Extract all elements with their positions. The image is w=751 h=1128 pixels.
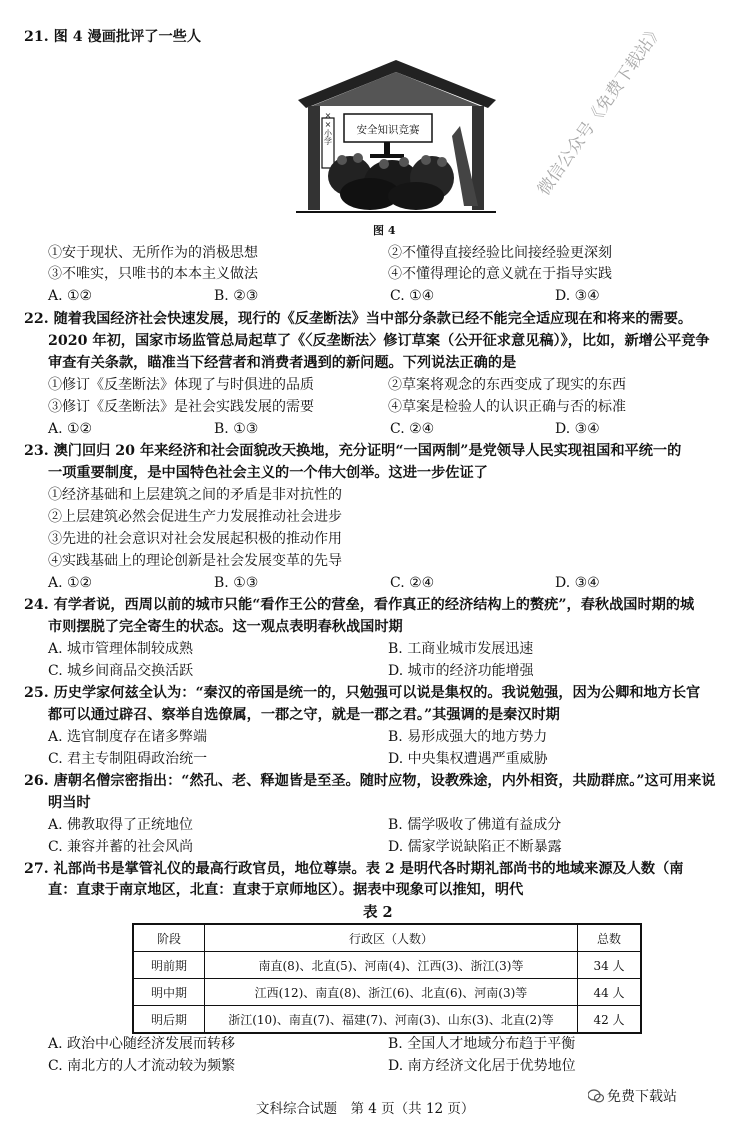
q21-choice-a: A. ①② bbox=[48, 288, 93, 304]
q27-choice-d: D. 南方经济文化居于优势地位 bbox=[388, 1058, 576, 1074]
q21-choice-c: C. ①④ bbox=[390, 288, 435, 304]
page-footer: 文科综合试题 第 4 页（共 12 页） bbox=[256, 1101, 475, 1117]
q22-stem-line-3: 审查有关条款，瞄准当下经营者和消费者遇到的新问题。下列说法正确的是 bbox=[48, 355, 517, 371]
q25-choice-b: B. 易形成强大的地方势力 bbox=[388, 729, 548, 745]
table-cell: 明后期 bbox=[133, 1006, 205, 1034]
q24-choice-a: A. 城市管理体制较成熟 bbox=[48, 641, 194, 657]
q25-choice-c: C. 君主专制阻碍政治统一 bbox=[48, 751, 208, 767]
q24-stem-line-1: 24. 有学者说，西周以前的城市只能“看作王公的营垒，看作真正的经济结构上的赘疣”，春秋战国时期的城 bbox=[24, 597, 695, 613]
q23-choice-c: C. ②④ bbox=[390, 575, 435, 591]
q21-option-3: ③不唯实，只唯书的本本主义做法 bbox=[48, 266, 258, 282]
q23-option-3: ③先进的社会意识对社会发展起积极的推动作用 bbox=[48, 531, 342, 547]
table-2 bbox=[132, 923, 642, 1034]
q21-cartoon-figure bbox=[292, 56, 500, 214]
q22-option-4: ④草案是检验人的认识正确与否的标准 bbox=[388, 399, 626, 415]
table-cell: 浙江(10)、南直(7)、福建(7)、河南(3)、山东(3)、北直(2)等 bbox=[205, 1006, 578, 1034]
q26-choice-b: B. 儒学吸收了佛道有益成分 bbox=[388, 817, 562, 833]
q27-stem-line-2: 直：直隶于南京地区，北直：直隶于京师地区）。据表中现象可以推知，明代 bbox=[48, 882, 524, 898]
q22-choice-d: D. ③④ bbox=[555, 421, 600, 437]
q24-choice-d: D. 城市的经济功能增强 bbox=[388, 663, 534, 679]
table-cell: 江西(12)、南直(8)、浙江(6)、北直(6)、河南(3)等 bbox=[205, 979, 578, 1006]
q24-stem-line-2: 市则摆脱了完全寄生的状态。这一观点表明春秋战国时期 bbox=[48, 619, 403, 635]
q22-option-2: ②草案将观念的东西变成了现实的东西 bbox=[388, 377, 626, 393]
q25-stem-line-1: 25. 历史学家何兹全认为：“秦汉的帝国是统一的，只勉强可以说是集权的。我说勉强，因为公卿和地方长官 bbox=[24, 685, 701, 701]
cartoon-board-text: 安全知识竞赛 bbox=[356, 124, 420, 136]
table-row bbox=[133, 952, 641, 979]
wechat-icon bbox=[588, 1089, 604, 1103]
q22-choice-c: C. ②④ bbox=[390, 421, 435, 437]
q22-stem-line-2: 2020 年初，国家市场监管总局起草了《〈反垄断法〉修订草案（公开征求意见稿）》，比如，新增公平竞争 bbox=[48, 333, 710, 349]
q27-choice-c: C. 南北方的人才流动较为频繁 bbox=[48, 1058, 236, 1074]
q25-choice-a: A. 选官制度存在诸多弊端 bbox=[48, 729, 208, 745]
q23-choice-b: B. ①③ bbox=[214, 575, 259, 591]
q21-choice-b: B. ②③ bbox=[214, 288, 259, 304]
q21-choice-d: D. ③④ bbox=[555, 288, 600, 304]
q26-stem-line-2: 明当时 bbox=[48, 795, 91, 811]
q24-choice-c: C. 城乡间商品交换活跃 bbox=[48, 663, 194, 679]
table-cell: 南直(8)、北直(5)、河南(4)、江西(3)、浙江(3)等 bbox=[205, 952, 578, 979]
q21-option-2: ②不懂得直接经验比间接经验更深刻 bbox=[388, 245, 612, 261]
table-cell: 明前期 bbox=[133, 952, 205, 979]
table-cell: 明中期 bbox=[133, 979, 205, 1006]
q22-option-1: ①修订《反垄断法》体现了与时俱进的品质 bbox=[48, 377, 314, 393]
table-header-cell: 阶段 bbox=[133, 924, 205, 952]
q21-stem: 21. 图 4 漫画批评了一些人 bbox=[24, 29, 202, 45]
q25-stem-line-2: 都可以通过辟召、察举自选僚属，一郡之守，就是一郡之君。”其强调的是秦汉时期 bbox=[48, 707, 560, 723]
q22-option-3: ③修订《反垄断法》是社会实践发展的需要 bbox=[48, 399, 314, 415]
q23-stem-line-2: 一项重要制度，是中国特色社会主义的一个伟大创举。这进一步佐证了 bbox=[48, 465, 488, 481]
q22-stem-line-1: 22. 随着我国经济社会快速发展，现行的《反垄断法》当中部分条款已经不能完全适应现在和将来的需要。 bbox=[24, 311, 693, 327]
figure-caption: 图 4 bbox=[373, 224, 396, 237]
q24-choice-b: B. 工商业城市发展迅速 bbox=[388, 641, 534, 657]
q27-stem-line-1: 27. 礼部尚书是掌管礼仪的最高行政官员，地位尊崇。表 2 是明代各时期礼部尚书的地域来源及人数（南 bbox=[24, 861, 684, 877]
q25-choice-d: D. 中央集权遭遇严重威胁 bbox=[388, 751, 548, 767]
table-row bbox=[133, 1006, 641, 1034]
table-row bbox=[133, 979, 641, 1006]
table-title: 表 2 bbox=[363, 904, 393, 921]
q26-choice-d: D. 儒家学说缺陷正不断暴露 bbox=[388, 839, 562, 855]
q22-choice-b: B. ①③ bbox=[214, 421, 259, 437]
table-cell: 34 人 bbox=[578, 952, 642, 979]
q23-option-1: ①经济基础和上层建筑之间的矛盾是非对抗性的 bbox=[48, 487, 342, 503]
q27-choice-a: A. 政治中心随经济发展而转移 bbox=[48, 1036, 236, 1052]
table-cell: 42 人 bbox=[578, 1006, 642, 1034]
q23-choice-a: A. ①② bbox=[48, 575, 93, 591]
table-header-cell: 总数 bbox=[578, 924, 642, 952]
cartoon-side-sign-text: ××小学 bbox=[323, 111, 333, 145]
q23-option-4: ④实践基础上的理论创新是社会发展变革的先导 bbox=[48, 553, 342, 569]
q27-choice-b: B. 全国人才地域分布趋于平衡 bbox=[388, 1036, 576, 1052]
q26-choice-c: C. 兼容并蓄的社会风尚 bbox=[48, 839, 194, 855]
watermark: 微信公众号《免费下载站》 bbox=[534, 20, 668, 200]
q22-choice-a: A. ①② bbox=[48, 421, 93, 437]
q26-stem-line-1: 26. 唐朝名僧宗密指出：“然孔、老、释迦皆是至圣。随时应物，设教殊途，内外相资，共励群庶。”这可用来说 bbox=[24, 773, 716, 789]
q21-option-1: ①安于现状、无所作为的消极思想 bbox=[48, 245, 258, 261]
q26-choice-a: A. 佛教取得了正统地位 bbox=[48, 817, 194, 833]
table-header-row bbox=[133, 924, 641, 952]
table-cell: 44 人 bbox=[578, 979, 642, 1006]
table-header-cell: 行政区（人数） bbox=[205, 924, 578, 952]
q21-option-4: ④不懂得理论的意义就在于指导实践 bbox=[388, 266, 612, 282]
q23-choice-d: D. ③④ bbox=[555, 575, 600, 591]
q23-option-2: ②上层建筑必然会促进生产力发展推动社会进步 bbox=[48, 509, 342, 525]
q23-stem-line-1: 23. 澳门回归 20 年来经济和社会面貌改天换地，充分证明“一国两制”是党领导人民实现祖国和平统一的 bbox=[24, 443, 682, 459]
brand-label: 免费下载站 bbox=[607, 1089, 677, 1105]
